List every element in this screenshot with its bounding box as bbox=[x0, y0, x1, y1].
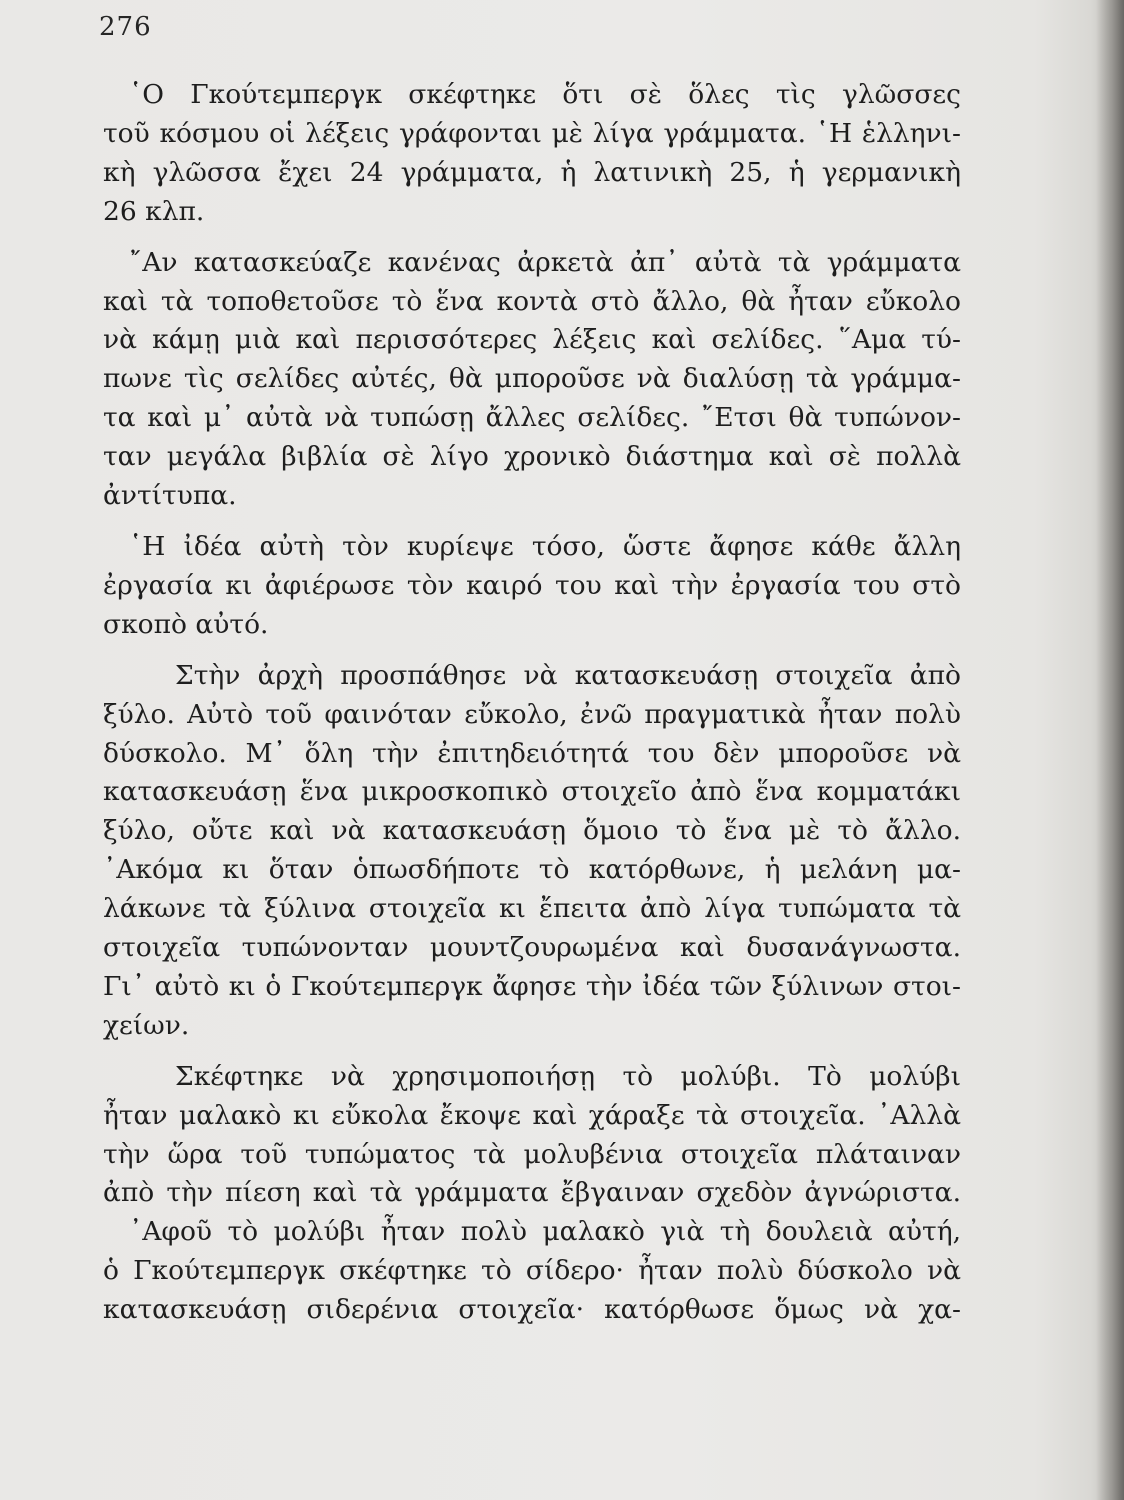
paragraph bbox=[103, 1058, 961, 1214]
text-line: πωνε τὶς σελίδες αὐτές, θὰ μποροῦσε νὰ διαλύσῃ τὰ γράμμα- bbox=[103, 363, 961, 395]
page-number: 276 bbox=[99, 12, 152, 42]
text-line: ἐργασία κι ἀφιέρωσε τὸν καιρό του καὶ τὴν ἐργασία του στὸ bbox=[103, 569, 961, 601]
text-line: κὴ γλῶσσα ἔχει 24 γράμματα, ἡ λατινικὴ 25, ἡ γερμανικὴ bbox=[103, 156, 961, 188]
text-line: ῎Αν κατασκεύαζε κανένας ἀρκετὰ ἀπ᾿ αὐτὰ τὰ γράμματα bbox=[129, 246, 961, 278]
text-line: ῾Η ἰδέα αὐτὴ τὸν κυρίεψε τόσο, ὥστε ἄφησε κάθε ἄλλη bbox=[129, 530, 961, 562]
text-line: λάκωνε τὰ ξύλινα στοιχεῖα κι ἔπειτα ἀπὸ λίγα τυπώματα τὰ bbox=[103, 893, 961, 925]
text-line: ᾿Αφοῦ τὸ μολύβι ἦταν πολὺ μαλακὸ γιὰ τὴ δουλειὰ αὐτή, bbox=[129, 1216, 961, 1248]
body-text bbox=[103, 76, 961, 1330]
paragraph bbox=[103, 528, 961, 645]
text-line: καὶ τὰ τοποθετοῦσε τὸ ἕνα κοντὰ στὸ ἄλλο, θὰ ἦταν εὔκολο bbox=[103, 285, 961, 317]
text-line: ῾Ο Γκούτεμπεργκ σκέφτηκε ὅτι σὲ ὅλες τὶς γλῶσσες bbox=[129, 79, 961, 110]
text-line: σκοπὸ αὐτό. bbox=[103, 608, 269, 640]
text-line: τα καὶ μ᾿ αὐτὰ νὰ τυπώσῃ ἄλλες σελίδες. ῎Ετσι θὰ τυπώνον- bbox=[103, 402, 961, 434]
text-line: ταν μεγάλα βιβλία σὲ λίγο χρονικὸ διάστημα καὶ σὲ πολλὰ bbox=[103, 441, 961, 473]
text-line: δύσκολο. Μ᾿ ὅλη τὴν ἐπιτηδειότητά του δὲν μποροῦσε νὰ bbox=[103, 737, 961, 769]
text-line: τὴν ὥρα τοῦ τυπώματος τὰ μολυβένια στοιχεῖα πλάταιναν bbox=[103, 1138, 961, 1170]
text-line: τοῦ κόσμου οἱ λέξεις γράφονται μὲ λίγα γράμματα. ῾Η ἑλληνι- bbox=[103, 117, 961, 149]
text-line: ἀπὸ τὴν πίεση καὶ τὰ γράμματα ἔβγαιναν σχεδὸν ἀγνώριστα. bbox=[103, 1177, 961, 1209]
text-line: ἀντίτυπα. bbox=[103, 480, 237, 512]
paragraph bbox=[103, 657, 961, 1046]
text-line: κατασκευάσῃ ἕνα μικροσκοπικὸ στοιχεῖο ἀπὸ ἕνα κομματάκι bbox=[103, 776, 961, 808]
text-line: ὁ Γκούτεμπεργκ σκέφτηκε τὸ σίδερο· ἦταν πολὺ δύσκολο νὰ bbox=[103, 1255, 961, 1287]
text-line: χείων. bbox=[103, 1009, 190, 1041]
paragraph bbox=[103, 244, 961, 516]
paragraph bbox=[103, 1213, 961, 1330]
text-line: νὰ κάμῃ μιὰ καὶ περισσότερες λέξεις καὶ σελίδες. ῞Αμα τύ- bbox=[103, 324, 961, 356]
text-line: Στὴν ἀρχὴ προσπάθησε νὰ κατασκευάσῃ στοιχεῖα ἀπὸ bbox=[175, 659, 961, 691]
text-line: ᾿Ακόμα κι ὅταν ὁπωσδήποτε τὸ κατόρθωνε, ἡ μελάνη μα- bbox=[103, 854, 961, 886]
text-line: Γι᾿ αὐτὸ κι ὁ Γκούτεμπεργκ ἄφησε τὴν ἰδέα τῶν ξύλινων στοι- bbox=[103, 970, 961, 1002]
text-line: στοιχεῖα τυπώνονταν μουντζουρωμένα καὶ δυσανάγνωστα. bbox=[103, 932, 961, 964]
paragraph bbox=[103, 76, 961, 232]
text-line: κατασκευάσῃ σιδερένια στοιχεῖα· κατόρθωσε ὅμως νὰ χα- bbox=[103, 1294, 961, 1326]
page-edge-shadow bbox=[1096, 0, 1124, 1500]
text-line: ξύλο, οὔτε καὶ νὰ κατασκευάσῃ ὅμοιο τὸ ἕνα μὲ τὸ ἄλλο. bbox=[103, 815, 961, 847]
text-line: ξύλο. Αὐτὸ τοῦ φαινόταν εὔκολο, ἐνῶ πραγματικὰ ἦταν πολὺ bbox=[103, 698, 961, 730]
text-line: ἦταν μαλακὸ κι εὔκολα ἔκοψε καὶ χάραξε τὰ στοιχεῖα. ᾿Αλλὰ bbox=[103, 1099, 961, 1131]
text-line: 26 κλπ. bbox=[103, 195, 205, 227]
text-line: Σκέφτηκε νὰ χρησιμοποιήσῃ τὸ μολύβι. Τὸ μολύβι bbox=[175, 1060, 961, 1092]
